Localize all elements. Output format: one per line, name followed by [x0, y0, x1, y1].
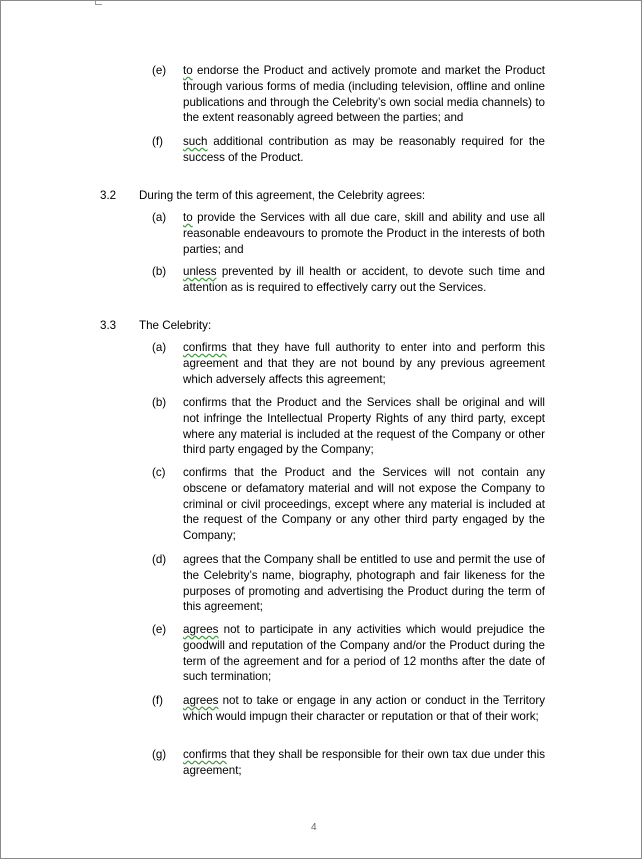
- item-text: [183, 747, 545, 779]
- item-text: [183, 465, 545, 544]
- clause-heading: The Celebrity:: [139, 319, 212, 332]
- clause-heading: During the term of this agreement, the Celebrity agrees:: [139, 189, 426, 202]
- item-text: [183, 264, 545, 296]
- item-label: (e): [152, 623, 167, 636]
- clause-number: 3.3: [100, 319, 117, 332]
- item-text: [183, 340, 545, 387]
- item-body: not to participate in any activities which would prejudice the goodwill and reputation of the Company and/or the Product during the term of the agreement and for a period of 12 months after the date of such termination;: [183, 623, 545, 684]
- clause-number: 3.2: [100, 189, 117, 202]
- item-body: confirms that the Product and the Services will not contain any obscene or defamatory material and will not expose the Company to criminal or civil proceedings, except where any material is included at the request of the Company or any other third party engaged by the Company;: [183, 466, 545, 543]
- item-body: that they have full authority to enter into and perform this agreement and that they are not bound by any previous agreement which adversely affects this agreement;: [183, 341, 545, 386]
- item-label: (f): [152, 135, 163, 148]
- item-body: agrees that the Company shall be entitled to use and permit the use of the Celebrity’s name, biography, photograph and fair likeness for the purposes of promoting and advertising the Product during the term of this agreement;: [183, 553, 545, 614]
- item-text: [183, 693, 545, 725]
- first-word: confirms: [183, 748, 227, 761]
- item-label: (a): [152, 211, 167, 224]
- page-corner-mark: [95, 1, 102, 5]
- item-body: confirms that the Product and the Services shall be original and will not infringe the Intellectual Property Rights of any third party, except where any material is included at the request of the Company or other third party engaged by the Company;: [183, 396, 545, 457]
- item-body: that they shall be responsible for their own tax due under this agreement;: [183, 748, 545, 777]
- item-text: [183, 552, 545, 615]
- item-label: (g): [152, 748, 167, 761]
- item-label: (e): [152, 64, 167, 77]
- item-label: (b): [152, 265, 167, 278]
- item-body: endorse the Product and actively promote and market the Product through various forms of media (including television, offline and online publications and through the Celebrity’s own social media channels) to the extent reasonably agreed between the parties; and: [183, 64, 545, 125]
- first-word: agrees: [183, 623, 219, 636]
- first-word: confirms: [183, 341, 227, 354]
- item-text: [183, 395, 545, 458]
- item-text: [183, 63, 545, 126]
- first-word: unless: [183, 265, 217, 278]
- first-word: agrees: [183, 694, 219, 707]
- item-label: (d): [152, 553, 167, 566]
- item-body: not to take or engage in any action or conduct in the Territory which would impugn their character or reputation or that of their work;: [183, 694, 545, 723]
- first-word: to: [183, 64, 193, 77]
- item-body: additional contribution as may be reasonably required for the success of the Product.: [183, 135, 545, 164]
- page-number: 4: [311, 822, 317, 833]
- item-label: (c): [152, 466, 166, 479]
- item-label: (a): [152, 341, 167, 354]
- first-word: to: [183, 211, 193, 224]
- item-body: provide the Services with all due care, skill and ability and use all reasonable endeavours to promote the Product in the interests of both parties; and: [183, 211, 545, 256]
- item-body: prevented by ill health or accident, to devote such time and attention as is required to effectively carry out the Services.: [183, 265, 545, 294]
- item-label: (f): [152, 694, 163, 707]
- first-word: such: [183, 135, 208, 148]
- item-text: [183, 134, 545, 166]
- item-label: (b): [152, 396, 167, 409]
- item-text: [183, 210, 545, 257]
- item-text: [183, 622, 545, 685]
